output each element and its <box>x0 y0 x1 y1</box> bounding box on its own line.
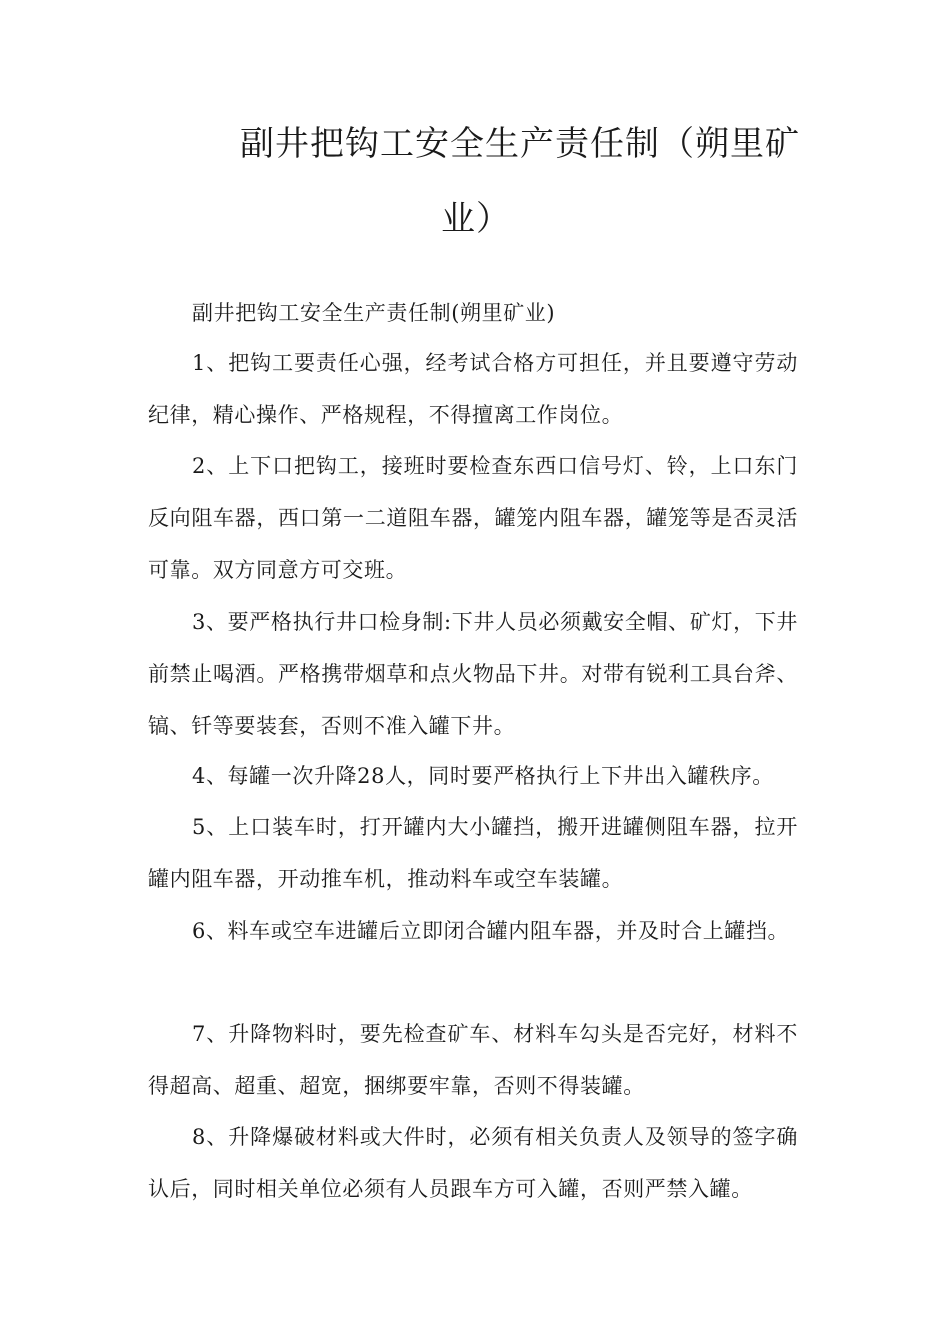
paragraph-item-5: 5、上口装车时，打开罐内大小罐挡，搬开进罐侧阻车器，拉开罐内阻车器，开动推车机，推动料车或空车装罐。 <box>148 815 798 891</box>
document-title-line-2: 业） <box>441 199 511 239</box>
paragraph-item-7: 7、升降物料时，要先检查矿车、材料车勾头是否完好，材料不得超高、超重、超宽，捆绑要牢靠，否则不得装罐。 <box>148 1022 798 1098</box>
paragraph-item-2: 2、上下口把钩工，接班时要检查东西口信号灯、铃，上口东门反向阻车器，西口第一二道阻车器，罐笼内阻车器，罐笼等是否灵活可靠。双方同意方可交班。 <box>148 454 798 582</box>
document-title-line-1: 副井把钩工安全生产责任制（朔里矿 <box>240 124 800 164</box>
paragraph-item-4: 4、每罐一次升降28人，同时要严格执行上下井出入罐秩序。 <box>192 764 774 788</box>
paragraph-item-3: 3、要严格执行井口检身制:下井人员必须戴安全帽、矿灯，下井前禁止喝酒。严格携带烟草和点火物品下井。对带有锐利工具台斧、镐、钎等要装套，否则不准入罐下井。 <box>148 610 798 738</box>
paragraph-item-8: 8、升降爆破材料或大件时，必须有相关负责人及领导的签字确认后，同时相关单位必须有人员跟车方可入罐，否则严禁入罐。 <box>148 1125 798 1201</box>
paragraph-item-6: 6、料车或空车进罐后立即闭合罐内阻车器，并及时合上罐挡。 <box>192 919 790 943</box>
paragraph-item-1: 1、把钩工要责任心强，经考试合格方可担任，并且要遵守劳动纪律，精心操作、严格规程，不得擅离工作岗位。 <box>148 351 798 427</box>
paragraph-subtitle: 副井把钩工安全生产责任制(朔里矿业) <box>192 301 556 325</box>
